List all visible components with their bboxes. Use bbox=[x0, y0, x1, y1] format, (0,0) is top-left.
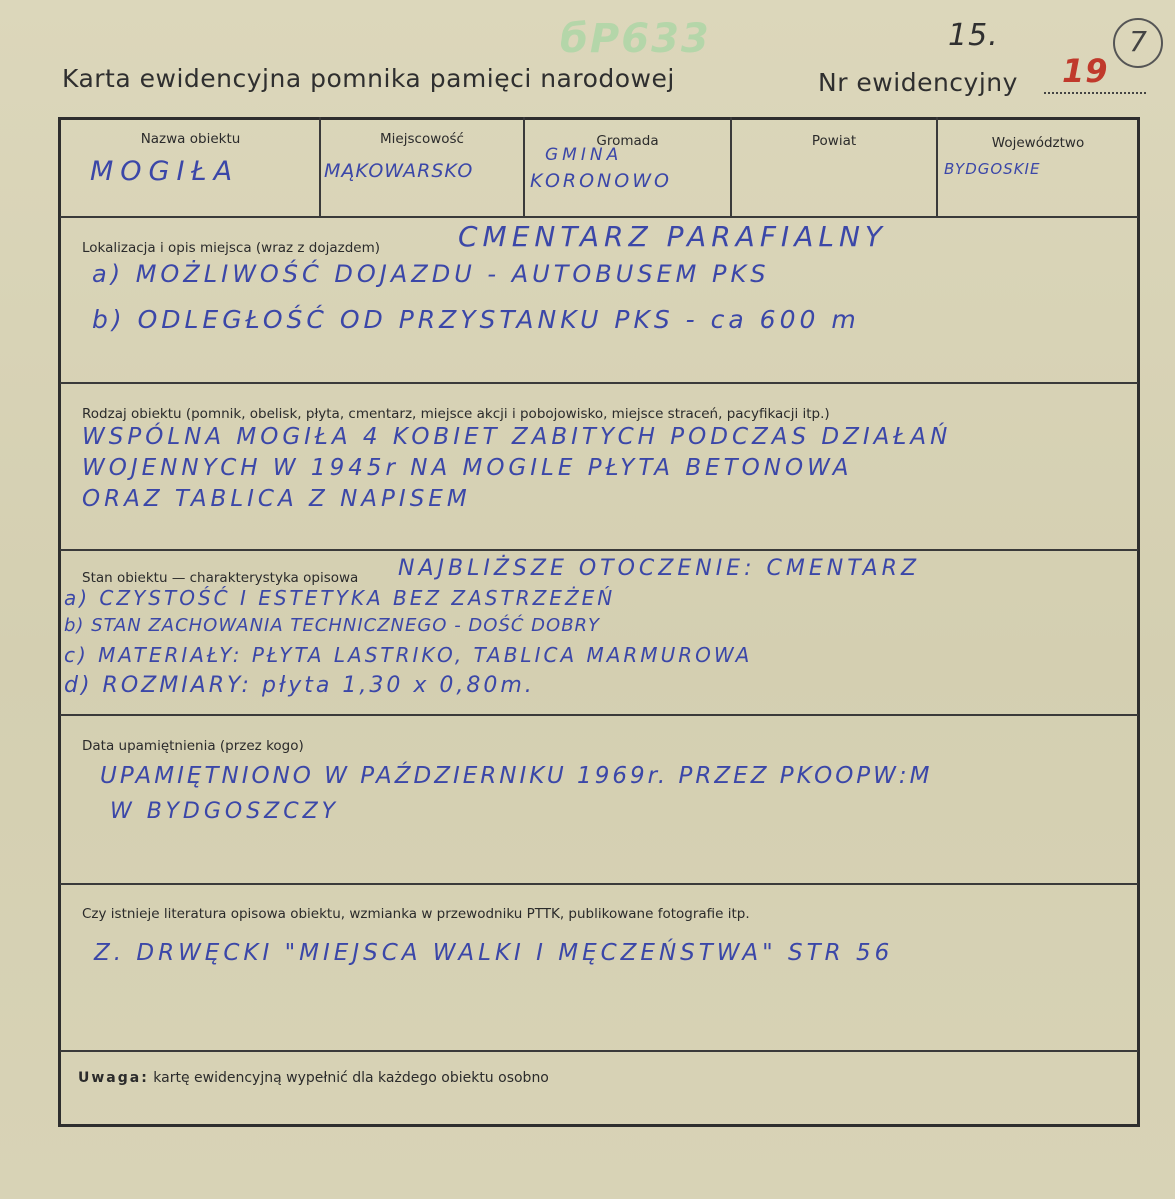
nr-value: 19 bbox=[1062, 52, 1109, 90]
upamietnienie-line-2: W BYDGOSZCZY bbox=[110, 799, 340, 824]
green-stamp: бР633 bbox=[560, 16, 711, 62]
rodzaj-line-3: ORAZ TABLICA Z NAPISEM bbox=[82, 486, 471, 512]
rodzaj-line-1: WSPÓLNA MOGIŁA 4 KOBIET ZABITYCH PODCZAS DZIAŁAŃ bbox=[82, 424, 952, 450]
label-stan: Stan obiektu — charakterystyka opisowa bbox=[82, 570, 359, 586]
lokalizacja-line-2: a) MOŻLIWOŚĆ DOJAZDU - AUTOBUSEM PKS bbox=[92, 260, 770, 288]
upamietnienie-line-1: UPAMIĘTNIONO W PAŹDZIERNIKU 1969r. PRZEZ PKOOPW:M bbox=[100, 763, 933, 789]
label-gromada: Gromada bbox=[596, 133, 659, 149]
label-powiat: Powiat bbox=[811, 133, 857, 149]
section-divider bbox=[60, 549, 1138, 551]
lokalizacja-line-1: CMENTARZ PARAFIALNY bbox=[458, 220, 887, 253]
stan-line-5: d) ROZMIARY: płyta 1,30 x 0,80m. bbox=[64, 673, 535, 698]
stan-line-1: NAJBLIŻSZE OTOCZENIE: CMENTARZ bbox=[398, 556, 921, 581]
value-wojewodztwo: BYDGOSKIE bbox=[944, 160, 1041, 178]
section-divider bbox=[60, 382, 1138, 384]
nr-dotted-line bbox=[1044, 92, 1146, 94]
label-miejscowosc: Miejscowość bbox=[380, 131, 464, 147]
label-rodzaj: Rodzaj obiektu (pomnik, obelisk, płyta, cmentarz, miejsce akcji i pobojowisko, miejsce straceń, pacyfikacji itp.) bbox=[82, 406, 830, 422]
nr-label: Nr ewidencyjny bbox=[818, 68, 1018, 97]
section-divider bbox=[60, 714, 1138, 716]
card-title: Karta ewidencyjna pomnika pamięci narodowej bbox=[62, 64, 675, 93]
section-divider bbox=[60, 883, 1138, 885]
value-gromada-1: GMINA bbox=[545, 145, 623, 165]
value-miejscowosc: MĄKOWARSKO bbox=[324, 160, 474, 182]
section-divider bbox=[60, 1050, 1138, 1052]
label-wojewodztwo: Województwo bbox=[991, 135, 1085, 151]
circled-number: 7 bbox=[1113, 18, 1163, 68]
section-divider bbox=[60, 216, 1138, 218]
stan-line-3: b) STAN ZACHOWANIA TECHNICZNEGO - DOŚĆ DOBRY bbox=[64, 615, 601, 636]
corner-number: 15. bbox=[948, 18, 999, 53]
uwaga-text: kartę ewidencyjną wypełnić dla każdego obiektu osobno bbox=[153, 1070, 549, 1086]
label-nazwa: Nazwa obiektu bbox=[140, 131, 241, 147]
label-data-upamietnienia: Data upamiętnienia (przez kogo) bbox=[82, 738, 304, 754]
col-divider bbox=[523, 117, 525, 217]
value-gromada-2: KORONOWO bbox=[530, 170, 672, 192]
label-lokalizacja: Lokalizacja i opis miejsca (wraz z dojazdem) bbox=[82, 240, 381, 256]
stan-line-4: c) MATERIAŁY: PŁYTA LASTRIKO, TABLICA MARMUROWA bbox=[64, 643, 753, 667]
col-divider bbox=[936, 117, 938, 217]
uwaga-note bbox=[78, 1070, 549, 1086]
uwaga-label: Uwaga: bbox=[78, 1070, 149, 1086]
literatura-line-1: Z. DRWĘCKI "MIEJSCA WALKI I MĘCZEŃSTWA" STR 56 bbox=[94, 940, 894, 966]
rodzaj-line-2: WOJENNYCH W 1945r NA MOGILE PŁYTA BETONOWA bbox=[82, 455, 853, 481]
col-divider bbox=[730, 117, 732, 217]
stan-line-2: a) CZYSTOŚĆ I ESTETYKA BEZ ZASTRZEŻEŃ bbox=[64, 586, 616, 610]
label-literatura: Czy istnieje literatura opisowa obiektu, wzmianka w przewodniku PTTK, publikowane fotografie itp. bbox=[82, 906, 750, 922]
lokalizacja-line-3: b) ODLEGŁOŚĆ OD PRZYSTANKU PKS - ca 600 m bbox=[92, 305, 860, 334]
value-nazwa: MOGIŁA bbox=[90, 156, 240, 187]
